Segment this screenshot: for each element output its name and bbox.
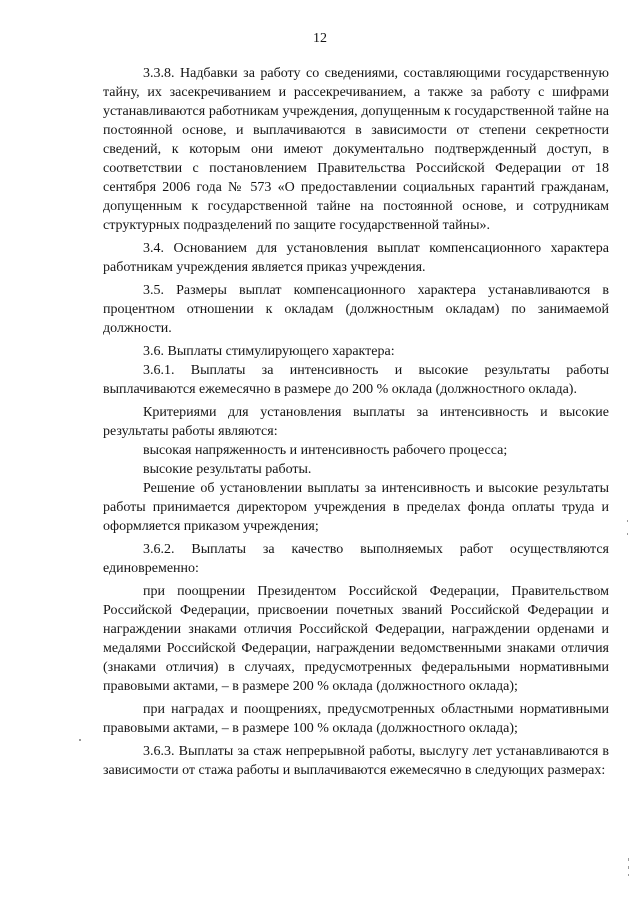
paragraph-3-6-3: 3.6.3. Выплаты за стаж непрерывной работы, выслугу лет устанавливаются в зависимости от стажа работы и выплачиваются ежемесячно в следующих размерах: — [103, 744, 609, 778]
scan-mark — [627, 533, 628, 535]
paragraph-3-3-8: 3.3.8. Надбавки за работу со сведениями, составляющими государственную тайну, их засекречиванием и рассекречиванием, а также за работу с шифрами устанавливаются работникам учреждения, допущенным к государственной тайне на постоянной основе, и выплачиваются в зависимости от степени секретности сведений, к которым они имеют документально подтвержденный доступ, в соответствии с постановлением Правительства Российской Федерации от 18 сентября 2006 года № 573 «О предоставлении социальных гарантий гражданам, допущенным к государственной тайне на постоянной основе, и сотрудникам структурных подразделений по защите государственной тайны». — [103, 66, 609, 233]
paragraph-3-6-1: 3.6.1. Выплаты за интенсивность и высокие результаты работы выплачиваются ежемесячно в размере до 200 % оклада (должностного оклада). — [103, 363, 609, 397]
paragraph-federal-awards: при поощрении Президентом Российской Федерации, Правительством Российской Федерации, присвоении почетных званий Российской Федерации и награждении знаками отличия Российской Федерации, награждении орденами и медалями Российской Федерации, награждении ведомственными знаками отличия (знаками отличия) в случаях, предусмотренных федеральными нормативными правовыми актами, – в размере 200 % оклада (должностного оклада); — [103, 584, 609, 694]
paragraph-criteria-item-2: высокие результаты работы. — [143, 462, 312, 477]
scan-mark — [79, 739, 81, 741]
paragraph-regional-awards: при наградах и поощрениях, предусмотренных областными нормативными правовыми актами, – в размере 100 % оклада (должностного оклада); — [103, 702, 609, 736]
paragraph-criteria: Критериями для установления выплаты за интенсивность и высокие результаты работы являются: — [103, 405, 609, 439]
paragraph-3-4: 3.4. Основанием для установления выплат компенсационного характера работникам учреждения является приказ учреждения. — [103, 241, 609, 275]
paragraph-3-6-2: 3.6.2. Выплаты за качество выполняемых работ осуществляются единовременно: — [103, 542, 609, 576]
scan-mark — [627, 520, 628, 522]
paragraph-decision: Решение об установлении выплаты за интенсивность и высокие результаты работы принимается директором учреждения в пределах фонда оплаты труда и оформляется приказом учреждения; — [103, 481, 609, 534]
scan-mark — [628, 866, 629, 869]
scan-mark — [628, 874, 629, 876]
page-number: 12 — [313, 31, 327, 46]
paragraph-3-6: 3.6. Выплаты стимулирующего характера: — [143, 344, 395, 359]
paragraph-criteria-item-1: высокая напряженность и интенсивность рабочего процесса; — [143, 443, 508, 458]
paragraph-3-5: 3.5. Размеры выплат компенсационного характера устанавливаются в процентном отношении к окладам (должностным окладам) по занимаемой должности. — [103, 283, 609, 336]
document-body — [103, 64, 609, 780]
scan-mark — [628, 858, 629, 861]
